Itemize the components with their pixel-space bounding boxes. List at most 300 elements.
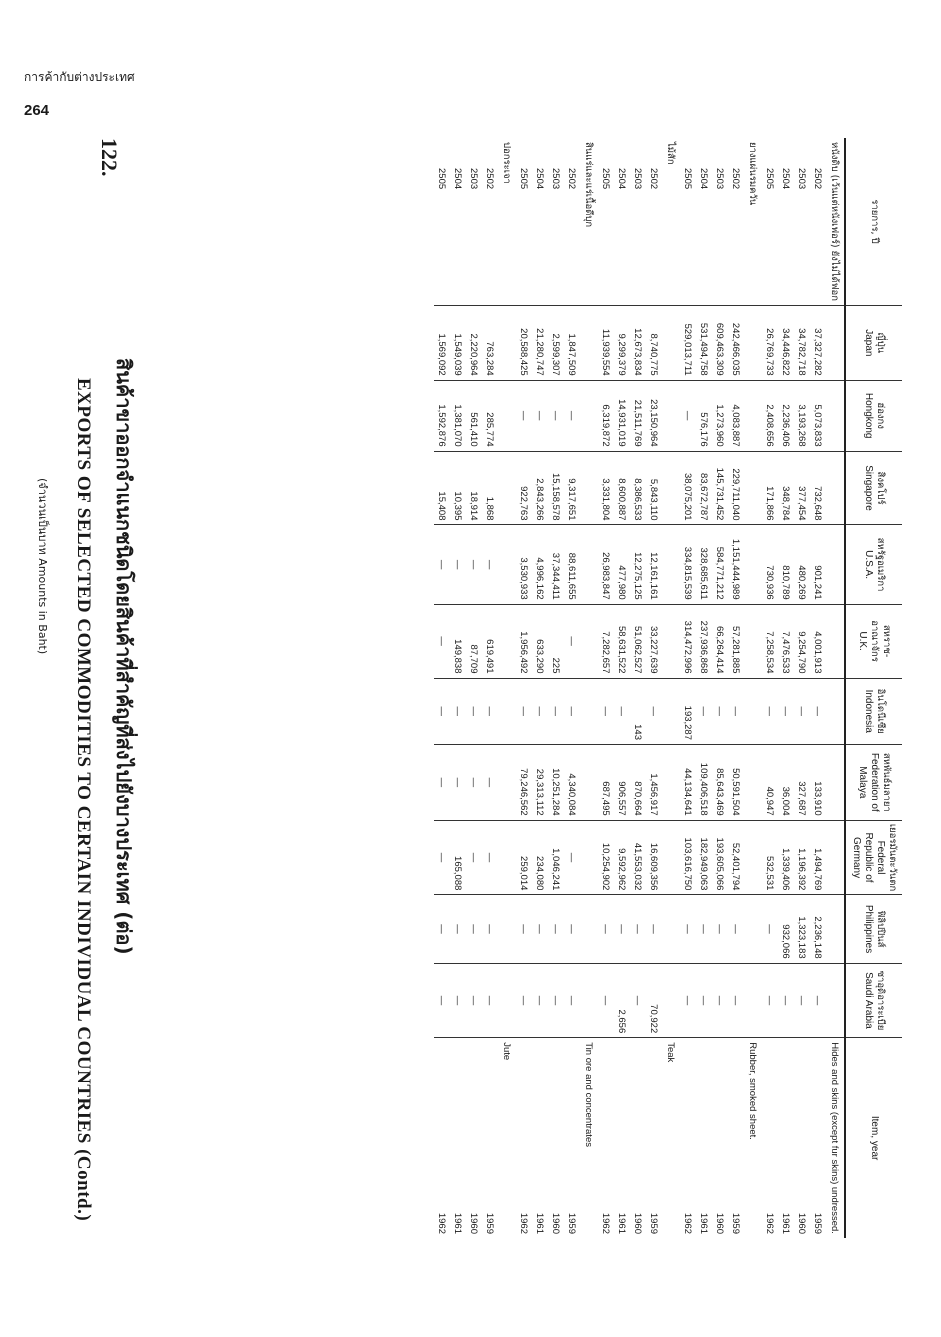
empty-cell [744, 305, 762, 380]
empty-cell [498, 895, 516, 963]
year-thai: 2502 [648, 168, 660, 190]
year-english: 1962 [680, 1038, 696, 1238]
table-row [810, 138, 826, 1238]
group-label-english: Teak [662, 1038, 680, 1238]
value-cell: 285,774 [482, 380, 498, 451]
year-english: 1959 [564, 1038, 580, 1238]
group-heading-row [498, 138, 516, 1238]
value-cell: 1,956,492 [516, 604, 532, 678]
value-cell: 259,014 [516, 820, 532, 895]
empty-cell [498, 604, 516, 678]
value-cell: 561,410 [466, 380, 482, 451]
value-cell: 1,494,769 [810, 820, 826, 895]
empty-cell [498, 380, 516, 451]
table-title-thai: สินค้าขาออกจำแนกชนิดโดยสินค้าที่สำคัญที่ส่งไปยังบางประเทศ (ต่อ) [112, 358, 136, 955]
value-cell: 3,530,933 [516, 525, 532, 604]
value-cell: — [450, 525, 466, 604]
table-row [466, 138, 482, 1238]
value-cell: 26,983,847 [598, 525, 614, 604]
value-cell: 58,631,522 [614, 604, 630, 678]
empty-cell [662, 963, 680, 1038]
year-english: 1961 [532, 1038, 548, 1238]
group-label-thai: สินแร่และแร่เนื้อดีบุก [583, 142, 595, 228]
value-cell: — [712, 963, 728, 1038]
value-cell: 57,281,885 [728, 604, 744, 678]
value-cell: 38,075,201 [680, 451, 696, 525]
table-title-english: EXPORTS OF SELECTED COMMODITIES TO CERTAIN INDIVIDUAL COUNTRIES (Contd.) [73, 378, 94, 1222]
value-cell: — [794, 678, 810, 745]
value-cell: — [778, 678, 794, 745]
value-cell: 1,569,092 [434, 305, 450, 380]
value-cell: — [532, 678, 548, 745]
value-cell: 531,494,758 [696, 305, 712, 380]
value-cell: 2,220,964 [466, 305, 482, 380]
value-cell: — [712, 895, 728, 963]
value-cell: 26,769,733 [762, 305, 778, 380]
empty-cell [498, 525, 516, 604]
value-cell: 4,996,162 [532, 525, 548, 604]
value-cell: 21,511,769 [630, 380, 646, 451]
empty-cell [744, 895, 762, 963]
group-label-english: Tin ore and concentrates [580, 1038, 598, 1238]
value-cell: 83,672,787 [696, 451, 712, 525]
value-cell: — [434, 963, 450, 1038]
year-thai: 2503 [468, 168, 480, 190]
value-cell: 109,406,518 [696, 745, 712, 821]
year-english: 1959 [810, 1038, 826, 1238]
table-row [712, 138, 728, 1238]
group-label-thai: หนังดิบ (เว้นแต่หนังเฟอร์) ยังไม่ได้ฟอก [829, 142, 841, 301]
year-english: 1959 [728, 1038, 744, 1238]
year-thai: 2502 [566, 168, 578, 190]
value-cell: — [680, 895, 696, 963]
value-cell: 2,843,266 [532, 451, 548, 525]
value-cell: — [466, 963, 482, 1038]
page-number: 264 [24, 102, 50, 119]
value-cell: — [564, 820, 580, 895]
empty-cell [744, 525, 762, 604]
value-cell: 21,280,747 [532, 305, 548, 380]
value-cell: — [762, 678, 778, 745]
value-cell: — [482, 963, 498, 1038]
year-thai: 2505 [518, 168, 530, 190]
value-cell: 2,408,656 [762, 380, 778, 451]
value-cell: — [434, 604, 450, 678]
value-cell: — [680, 380, 696, 451]
value-cell: 11,939,554 [598, 305, 614, 380]
value-cell: — [614, 895, 630, 963]
empty-cell [580, 525, 598, 604]
value-cell: 50,591,504 [728, 745, 744, 821]
value-cell: — [728, 963, 744, 1038]
empty-cell [662, 305, 680, 380]
group-heading-row [744, 138, 762, 1238]
value-cell: 229,711,040 [728, 451, 744, 525]
empty-cell [662, 745, 680, 821]
value-cell: 70,922 [646, 963, 662, 1038]
value-cell: 4,001,913 [810, 604, 826, 678]
value-cell: 9,317,651 [564, 451, 580, 525]
empty-cell [744, 963, 762, 1038]
table-row [762, 138, 778, 1238]
value-cell: — [630, 895, 646, 963]
value-cell: 8,740,775 [646, 305, 662, 380]
year-english: 1960 [466, 1038, 482, 1238]
group-heading-row [580, 138, 598, 1238]
value-cell: 1,381,070 [450, 380, 466, 451]
value-cell: — [450, 895, 466, 963]
table-number: 122. [97, 138, 122, 177]
empty-cell [744, 604, 762, 678]
value-cell: 12,161,161 [646, 525, 662, 604]
value-cell: 12,275,125 [630, 525, 646, 604]
value-cell: 87,709 [466, 604, 482, 678]
value-cell: 15,408 [434, 451, 450, 525]
value-cell: 8,600,887 [614, 451, 630, 525]
value-cell: — [564, 895, 580, 963]
empty-cell [744, 678, 762, 745]
value-cell: 149,838 [450, 604, 466, 678]
col-hongkong: ฮ่องกง Hongkong [845, 380, 902, 451]
year-thai: 2504 [616, 168, 628, 190]
value-cell: 165,088 [450, 820, 466, 895]
value-cell: 23,150,964 [646, 380, 662, 451]
empty-cell [662, 895, 680, 963]
col-usa: สหรัฐอเมริกา U.S.A. [845, 525, 902, 604]
value-cell: 34,782,718 [794, 305, 810, 380]
empty-cell [498, 820, 516, 895]
value-cell: 1,847,509 [564, 305, 580, 380]
value-cell: 12,673,834 [630, 305, 646, 380]
year-english: 1960 [630, 1038, 646, 1238]
value-cell: 1,046,241 [548, 820, 564, 895]
value-cell: 810,789 [778, 525, 794, 604]
empty-cell [744, 820, 762, 895]
value-cell: 314,472,996 [680, 604, 696, 678]
group-label-english: Jute [498, 1038, 516, 1238]
table-unit-note: (จำนวนเป็นบาท Amounts in Baht) [36, 478, 49, 655]
year-thai: 2505 [436, 168, 448, 190]
year-thai: 2504 [452, 168, 464, 190]
table-row [778, 138, 794, 1238]
value-cell: — [434, 525, 450, 604]
value-cell: 145,731,452 [712, 451, 728, 525]
group-heading-row [662, 138, 680, 1238]
empty-cell [662, 525, 680, 604]
empty-cell [826, 451, 845, 525]
value-cell: — [598, 678, 614, 745]
value-cell: 619,491 [482, 604, 498, 678]
empty-cell [826, 895, 845, 963]
value-cell: 37,344,411 [548, 525, 564, 604]
value-cell: 732,648 [810, 451, 826, 525]
value-cell: — [548, 678, 564, 745]
value-cell: 480,269 [794, 525, 810, 604]
value-cell: 730,936 [762, 525, 778, 604]
value-cell: 225 [548, 604, 564, 678]
value-cell: — [794, 963, 810, 1038]
value-cell: 1,868 [482, 451, 498, 525]
year-english: 1960 [794, 1038, 810, 1238]
empty-cell [826, 820, 845, 895]
value-cell: — [564, 380, 580, 451]
year-english: 1961 [778, 1038, 794, 1238]
value-cell: 15,158,578 [548, 451, 564, 525]
empty-cell [580, 380, 598, 451]
empty-cell [580, 451, 598, 525]
value-cell: 609,463,309 [712, 305, 728, 380]
value-cell: 1,323,183 [794, 895, 810, 963]
table-row [450, 138, 466, 1238]
value-cell: 193,605,066 [712, 820, 728, 895]
empty-cell [580, 604, 598, 678]
empty-cell [826, 305, 845, 380]
value-cell: 2,656 [614, 963, 630, 1038]
value-cell: — [696, 895, 712, 963]
value-cell: 52,401,794 [728, 820, 744, 895]
value-cell: 327,687 [794, 745, 810, 821]
value-cell: — [728, 895, 744, 963]
value-cell: — [516, 380, 532, 451]
value-cell: 584,771,212 [712, 525, 728, 604]
empty-cell [744, 745, 762, 821]
empty-cell [580, 820, 598, 895]
value-cell: — [532, 380, 548, 451]
value-cell: 932,066 [778, 895, 794, 963]
value-cell: 85,643,469 [712, 745, 728, 821]
value-cell: — [696, 678, 712, 745]
year-thai: 2503 [714, 168, 726, 190]
value-cell: — [482, 895, 498, 963]
value-cell: 51,062,527 [630, 604, 646, 678]
value-cell: — [532, 895, 548, 963]
empty-cell [662, 604, 680, 678]
value-cell: 334,815,539 [680, 525, 696, 604]
table-row [680, 138, 696, 1238]
empty-cell [580, 895, 598, 963]
value-cell: 237,936,868 [696, 604, 712, 678]
empty-cell [826, 604, 845, 678]
value-cell: — [646, 895, 662, 963]
value-cell: — [450, 745, 466, 821]
value-cell: — [712, 678, 728, 745]
value-cell: 377,454 [794, 451, 810, 525]
year-thai: 2504 [698, 168, 710, 190]
empty-cell [662, 820, 680, 895]
value-cell: — [630, 963, 646, 1038]
year-english: 1962 [598, 1038, 614, 1238]
year-thai: 2505 [682, 168, 694, 190]
col-malaya: สหพันธ์มลายา Federation of Malaya [845, 745, 902, 821]
value-cell: 10,251,284 [548, 745, 564, 821]
value-cell: 1,339,406 [778, 820, 794, 895]
value-cell: — [516, 678, 532, 745]
empty-cell [498, 963, 516, 1038]
value-cell: 234,080 [532, 820, 548, 895]
col-philippines: ฟิลิปปินส์ Philippines [845, 895, 902, 963]
value-cell: — [680, 963, 696, 1038]
year-thai: 2504 [780, 168, 792, 190]
table-header-row [845, 138, 902, 1238]
value-cell: 182,949,063 [696, 820, 712, 895]
table-row [794, 138, 810, 1238]
value-cell: — [516, 895, 532, 963]
value-cell: — [598, 895, 614, 963]
value-cell: — [450, 963, 466, 1038]
value-cell: — [450, 678, 466, 745]
value-cell: 4,340,084 [564, 745, 580, 821]
value-cell: 532,531 [762, 820, 778, 895]
year-thai: 2502 [812, 168, 824, 190]
value-cell: 763,284 [482, 305, 498, 380]
value-cell: 44,134,641 [680, 745, 696, 821]
value-cell: 348,784 [778, 451, 794, 525]
value-cell: — [516, 963, 532, 1038]
value-cell: 7,476,533 [778, 604, 794, 678]
year-english: 1959 [646, 1038, 662, 1238]
value-cell: 40,947 [762, 745, 778, 821]
value-cell: 20,588,425 [516, 305, 532, 380]
value-cell: — [434, 895, 450, 963]
col-item-en: Item, year [845, 1038, 902, 1238]
empty-cell [826, 745, 845, 821]
value-cell: — [564, 678, 580, 745]
empty-cell [662, 451, 680, 525]
value-cell: — [548, 380, 564, 451]
table-row [532, 138, 548, 1238]
value-cell: 477,980 [614, 525, 630, 604]
value-cell: — [762, 895, 778, 963]
value-cell: 9,254,790 [794, 604, 810, 678]
value-cell: 29,313,112 [532, 745, 548, 821]
table-row [548, 138, 564, 1238]
value-cell: 3,331,804 [598, 451, 614, 525]
year-thai: 2502 [484, 168, 496, 190]
value-cell: 2,236,406 [778, 380, 794, 451]
value-cell: — [482, 678, 498, 745]
empty-cell [498, 451, 516, 525]
group-label-english: Rubber, smoked sheet. [744, 1038, 762, 1238]
value-cell: 1,196,392 [794, 820, 810, 895]
value-cell: 2,599,307 [548, 305, 564, 380]
year-thai: 2503 [550, 168, 562, 190]
year-english: 1960 [548, 1038, 564, 1238]
year-thai: 2503 [796, 168, 808, 190]
value-cell: — [564, 963, 580, 1038]
value-cell: — [434, 820, 450, 895]
value-cell: 901,241 [810, 525, 826, 604]
empty-cell [826, 963, 845, 1038]
value-cell: 1,151,444,989 [728, 525, 744, 604]
value-cell: 328,685,611 [696, 525, 712, 604]
year-english: 1961 [450, 1038, 466, 1238]
value-cell: 633,290 [532, 604, 548, 678]
value-cell: 9,299,379 [614, 305, 630, 380]
value-cell: — [466, 678, 482, 745]
table-row [696, 138, 712, 1238]
value-cell: — [466, 745, 482, 821]
value-cell: 7,282,657 [598, 604, 614, 678]
empty-cell [662, 380, 680, 451]
group-heading-row [826, 138, 845, 1238]
empty-cell [498, 678, 516, 745]
empty-cell [580, 305, 598, 380]
table-row [434, 138, 450, 1238]
col-singapore: สิงคโปร์ Singapore [845, 451, 902, 525]
value-cell: 687,495 [598, 745, 614, 821]
empty-cell [662, 678, 680, 745]
empty-cell [826, 525, 845, 604]
value-cell: 143 [630, 678, 646, 745]
value-cell: 5,073,833 [810, 380, 826, 451]
value-cell: — [548, 895, 564, 963]
table-row [614, 138, 630, 1238]
year-english: 1962 [516, 1038, 532, 1238]
value-cell: 193,287 [680, 678, 696, 745]
value-cell: 6,319,872 [598, 380, 614, 451]
col-japan: ญี่ปุ่น Japan [845, 305, 902, 380]
exports-table [434, 138, 902, 1238]
value-cell: — [646, 678, 662, 745]
year-english: 1962 [762, 1038, 778, 1238]
year-english: 1960 [712, 1038, 728, 1238]
running-header: การค้ากับต่างประเทศ [24, 70, 135, 84]
empty-cell [498, 745, 516, 821]
year-english: 1961 [696, 1038, 712, 1238]
value-cell: 9,592,962 [614, 820, 630, 895]
group-label-english: Hides and skins (except fur skins) undressed. [826, 1038, 845, 1238]
value-cell: 3,193,268 [794, 380, 810, 451]
group-label-thai: ไม้สัก [665, 142, 677, 165]
value-cell: 34,446,822 [778, 305, 794, 380]
table-row [564, 138, 580, 1238]
value-cell: — [696, 963, 712, 1038]
value-cell: 870,664 [630, 745, 646, 821]
value-cell: — [614, 678, 630, 745]
year-thai: 2502 [730, 168, 742, 190]
value-cell: — [778, 963, 794, 1038]
value-cell: 16,609,356 [646, 820, 662, 895]
value-cell: 88,611,655 [564, 525, 580, 604]
empty-cell [580, 963, 598, 1038]
value-cell: 41,553,032 [630, 820, 646, 895]
value-cell: — [466, 525, 482, 604]
value-cell: 922,763 [516, 451, 532, 525]
value-cell: — [810, 678, 826, 745]
rotated-table-block [36, 138, 902, 1238]
value-cell: 18,914 [466, 451, 482, 525]
value-cell: — [482, 525, 498, 604]
value-cell: 10,254,902 [598, 820, 614, 895]
value-cell: 171,866 [762, 451, 778, 525]
year-english: 1959 [482, 1038, 498, 1238]
year-thai: 2505 [600, 168, 612, 190]
value-cell: 576,176 [696, 380, 712, 451]
value-cell: — [466, 895, 482, 963]
value-cell: 5,843,110 [646, 451, 662, 525]
value-cell: 1,592,876 [434, 380, 450, 451]
value-cell: 7,258,534 [762, 604, 778, 678]
value-cell: 8,386,533 [630, 451, 646, 525]
table-row [516, 138, 532, 1238]
value-cell: 133,910 [810, 745, 826, 821]
table-row [646, 138, 662, 1238]
value-cell: 2,236,148 [810, 895, 826, 963]
value-cell: 33,227,639 [646, 604, 662, 678]
value-cell: — [762, 963, 778, 1038]
value-cell: — [564, 604, 580, 678]
value-cell: — [532, 963, 548, 1038]
